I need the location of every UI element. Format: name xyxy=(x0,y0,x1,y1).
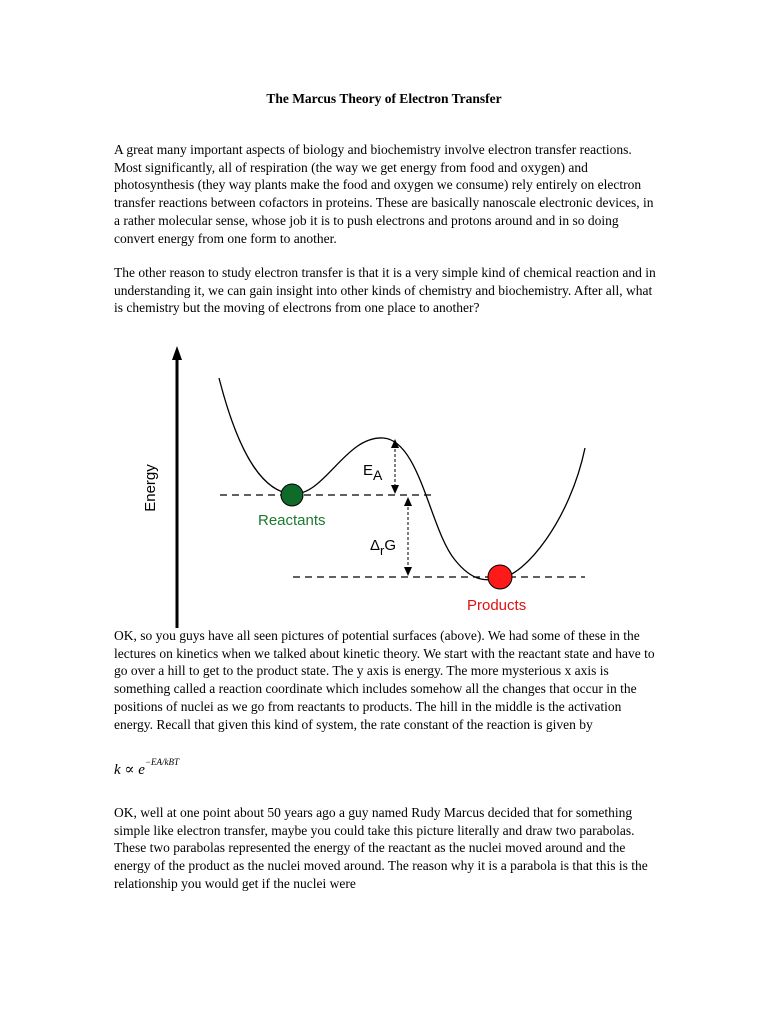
free-energy-arrowhead-top xyxy=(404,497,412,506)
rate-constant-formula xyxy=(114,757,180,779)
page-title: The Marcus Theory of Electron Transfer xyxy=(266,91,502,106)
free-energy-arrowhead-bottom xyxy=(404,567,412,576)
energy-axis-label: Energy xyxy=(142,464,159,512)
potential-energy-curve xyxy=(219,378,585,580)
products-label: Products xyxy=(467,597,527,614)
activation-energy-label: EA xyxy=(363,462,383,483)
intro-paragraph: A great many important aspects of biology and biochemistry involve electron transfer reactions. Most significantly, all of respiration (the way we get energy from food and oxygen) and photosynthesis (they way plants make the food and oxygen we consume) rely entirely on electron transfer reactions between cofactors in proteins. These are basically nanoscale electronic devices, in a rather molecular sense, whose job it is to push electrons and protons around and in so doing convert energy from one form to another. xyxy=(114,142,654,246)
activation-arrowhead-bottom xyxy=(391,485,399,494)
motivation-paragraph: The other reason to study electron transfer is that it is a very simple kind of chemical reaction and in understanding it, we can gain insight into other kinds of chemistry and biochemistry. After all, what is chemistry but the moving of electrons from one place to another? xyxy=(114,265,656,316)
potential-surface-paragraph: OK, so you guys have all seen pictures of potential surfaces (above). We had some of these in the lectures on kinetics when we talked about kinetic theory. We start with the reactant state and have to go over a hill to get to the product state. The y axis is energy. The more mysterious x axis is something called a reaction coordinate which includes somehow all the changes that occur in the positions of nuclei as we go from reactants to products. The hill in the middle is the activation energy. Recall that given this kind of system, the rate constant of the reaction is given by xyxy=(114,628,655,732)
reactants-ball xyxy=(281,484,303,506)
energy-axis-arrowhead xyxy=(172,346,182,360)
formula-base: k ∝ e xyxy=(114,762,145,778)
marcus-paragraph: OK, well at one point about 50 years ago a guy named Rudy Marcus decided that for something simple like electron transfer, maybe you could take this picture literally and draw two parabolas. These two parabolas represented the energy of the reactant as the nuclei moved around and the energy of the product as the nuclei moved around. The reason why it is a parabola is that this is the relationship you would get if the nuclei were xyxy=(114,805,648,891)
reactants-label: Reactants xyxy=(258,512,326,529)
potential-energy-diagram xyxy=(130,340,600,630)
formula-exponent: −EA/kBT xyxy=(144,757,180,767)
free-energy-label: ΔrG xyxy=(370,537,397,558)
products-ball xyxy=(488,565,512,589)
